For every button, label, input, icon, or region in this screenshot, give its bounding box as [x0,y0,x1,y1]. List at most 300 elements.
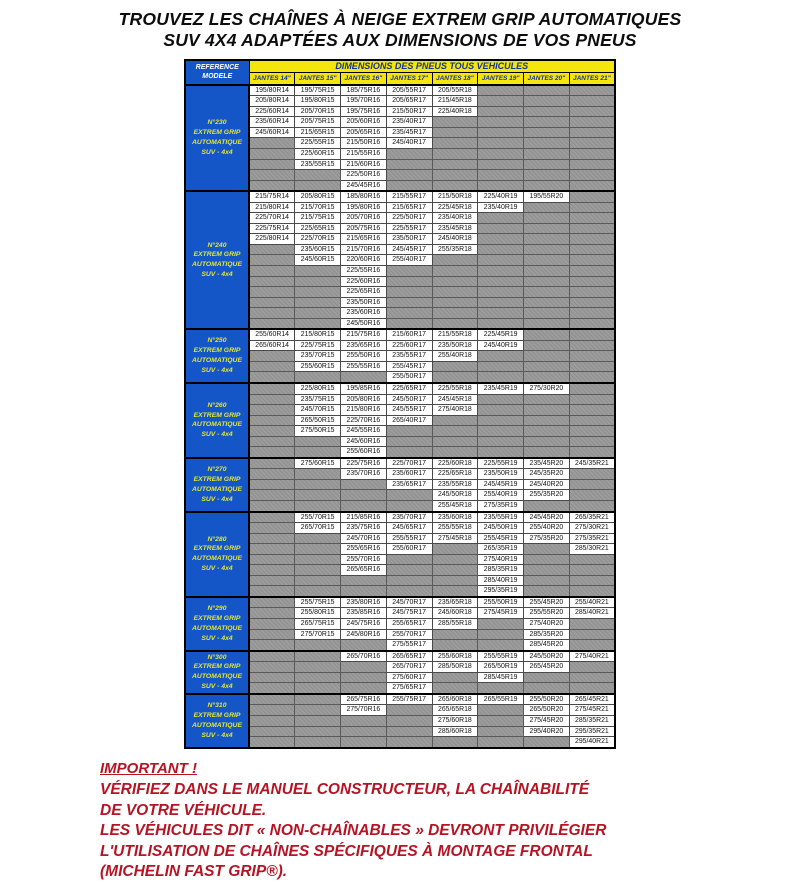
table-row [185,318,615,329]
empty-cell [295,737,341,748]
model-label-line: AUTOMATIQUE [192,261,242,269]
empty-cell [478,405,524,416]
model-reference: N°270 [207,466,227,473]
empty-cell [432,117,478,128]
tire-size-cell: 205/55R17 [386,85,432,96]
empty-cell [524,234,570,245]
empty-cell [432,565,478,576]
empty-cell [478,96,524,107]
tire-size-cell: 265/45R20 [524,662,570,673]
tire-size-cell: 225/50R16 [341,170,387,181]
tire-size-cell: 215/65R15 [295,127,341,138]
table-row [185,191,615,202]
empty-cell [295,490,341,501]
tire-size-cell: 245/50R17 [386,394,432,405]
empty-cell [524,202,570,213]
empty-cell [569,490,615,501]
empty-cell [341,640,387,651]
empty-cell [569,447,615,458]
tire-size-cell: 255/65R17 [386,619,432,630]
empty-cell [295,683,341,694]
empty-cell [569,318,615,329]
empty-cell [386,586,432,597]
empty-cell [478,287,524,298]
empty-cell [249,170,295,181]
empty-cell [432,180,478,191]
table-row [185,544,615,555]
empty-cell [478,619,524,630]
empty-cell [386,265,432,276]
empty-cell [341,672,387,683]
empty-cell [478,361,524,372]
table-row [185,223,615,234]
empty-cell [569,308,615,319]
empty-cell [249,694,295,705]
model-label-line: SUV - 4x4 [201,683,233,691]
empty-cell [249,383,295,394]
empty-cell [249,501,295,512]
table-row [185,694,615,705]
reference-model-header [185,60,249,85]
empty-cell [432,415,478,426]
important-note-line: VÉRIFIEZ DANS LE MANUEL CONSTRUCTEUR, LA CHAÎNABILITÉ [100,781,590,799]
empty-cell [524,329,570,340]
table-row [185,469,615,480]
empty-cell [249,469,295,480]
empty-cell [569,265,615,276]
empty-cell [478,138,524,149]
empty-cell [524,554,570,565]
empty-cell [432,629,478,640]
tire-size-cell: 245/55R16 [341,426,387,437]
tire-size-cell: 285/45R19 [478,672,524,683]
tire-size-cell: 235/70R15 [295,351,341,362]
empty-cell [386,180,432,191]
tire-size-cell: 265/65R17 [386,651,432,662]
empty-cell [478,640,524,651]
empty-cell [478,234,524,245]
table-row [185,127,615,138]
tire-size-cell: 245/40R20 [524,479,570,490]
empty-cell [478,159,524,170]
column-header-jantes-14: JANTES 14" [249,72,295,85]
tire-size-cell: 225/65R15 [295,223,341,234]
model-label-line: AUTOMATIQUE [192,721,242,729]
tire-size-cell: 245/60R15 [295,255,341,266]
empty-cell [478,426,524,437]
table-row [185,117,615,128]
empty-cell [478,318,524,329]
empty-cell [569,276,615,287]
empty-cell [569,575,615,586]
empty-cell [249,629,295,640]
empty-cell [295,565,341,576]
table-row [185,597,615,608]
tire-size-cell: 215/75R14 [249,191,295,202]
tire-size-cell: 265/50R19 [478,662,524,673]
empty-cell [569,287,615,298]
tire-size-cell: 265/50R20 [524,705,570,716]
tire-size-cell: 185/75R16 [341,85,387,96]
model-label-line: SUV - 4x4 [201,431,233,439]
tire-size-cell: 235/40R17 [386,117,432,128]
tire-size-cell: 245/70R17 [386,597,432,608]
tire-size-cell: 245/60R14 [249,127,295,138]
empty-cell [249,148,295,159]
empty-cell [295,586,341,597]
model-label-230 [185,85,249,191]
tire-size-cell: 225/60R17 [386,340,432,351]
empty-cell [295,318,341,329]
tire-size-cell: 225/60R18 [432,458,478,469]
empty-cell [478,117,524,128]
tire-size-cell: 225/60R14 [249,106,295,117]
empty-cell [249,640,295,651]
rim-size-header-row [185,72,615,85]
empty-cell [386,159,432,170]
tire-size-cell: 235/65R17 [386,479,432,490]
table-row [185,340,615,351]
empty-cell [249,159,295,170]
table-row [185,705,615,716]
table-row [185,351,615,362]
empty-cell [478,244,524,255]
tire-size-cell: 265/45R21 [569,694,615,705]
tire-size-cell: 275/55R17 [386,640,432,651]
empty-cell [524,96,570,107]
empty-cell [524,159,570,170]
tire-size-cell: 205/70R16 [341,213,387,224]
tire-size-cell: 255/45R19 [478,533,524,544]
empty-cell [524,127,570,138]
empty-cell [249,490,295,501]
empty-cell [432,372,478,383]
table-row [185,394,615,405]
tire-size-cell: 215/60R17 [386,329,432,340]
reference-header-line-2: MODELE [202,73,233,81]
empty-cell [295,276,341,287]
table-row [185,255,615,266]
empty-cell [249,662,295,673]
empty-cell [569,469,615,480]
tire-size-cell: 255/40R21 [569,597,615,608]
tire-size-cell: 275/40R20 [524,619,570,630]
important-note-line: LES VÉHICULES DIT « NON-CHAÎNABLES » DEVRONT PRIVILÉGIER [100,822,607,840]
empty-cell [569,170,615,181]
column-header-jantes-15: JANTES 15" [295,72,341,85]
tire-size-cell: 265/70R15 [295,523,341,534]
empty-cell [249,138,295,149]
tire-size-cell: 235/55R17 [386,351,432,362]
empty-cell [386,705,432,716]
table-row [185,672,615,683]
table-row [185,148,615,159]
tire-size-cell: 245/45R17 [386,244,432,255]
empty-cell [249,180,295,191]
empty-cell [249,512,295,523]
empty-cell [478,394,524,405]
table-row [185,405,615,416]
tire-size-cell: 285/35R20 [524,629,570,640]
table-row [185,234,615,245]
table-row [185,523,615,534]
empty-cell [386,148,432,159]
tire-size-cell: 215/50R18 [432,191,478,202]
empty-cell [249,726,295,737]
tire-size-cell: 245/75R17 [386,608,432,619]
empty-cell [524,265,570,276]
tire-size-cell: 245/70R16 [341,533,387,544]
empty-cell [386,170,432,181]
empty-cell [341,479,387,490]
tire-size-cell: 255/40R18 [432,351,478,362]
empty-cell [295,297,341,308]
tire-size-cell: 185/80R16 [341,191,387,202]
empty-cell [386,318,432,329]
tire-size-cell: 245/75R16 [341,619,387,630]
empty-cell [386,737,432,748]
tire-size-cell: 215/75R15 [295,213,341,224]
empty-cell [432,436,478,447]
model-label-260 [185,383,249,458]
tire-dimensions-table [184,59,616,749]
empty-cell [569,138,615,149]
tire-size-cell: 195/80R16 [341,202,387,213]
tire-size-cell: 195/80R14 [249,85,295,96]
empty-cell [295,575,341,586]
empty-cell [295,694,341,705]
empty-cell [524,672,570,683]
tire-size-cell: 235/55R18 [432,479,478,490]
empty-cell [524,85,570,96]
empty-cell [432,554,478,565]
empty-cell [569,554,615,565]
column-header-jantes-19: JANTES 19" [478,72,524,85]
column-header-jantes-16: JANTES 16" [341,72,387,85]
tire-size-cell: 245/70R15 [295,405,341,416]
tire-size-cell: 225/55R19 [478,458,524,469]
tire-size-cell: 255/50R20 [524,694,570,705]
model-label-270 [185,458,249,512]
empty-cell [569,351,615,362]
tire-size-cell: 235/60R14 [249,117,295,128]
empty-cell [341,490,387,501]
model-label-line: AUTOMATIQUE [192,421,242,429]
empty-cell [295,715,341,726]
empty-cell [478,180,524,191]
tire-size-cell: 275/40R19 [478,554,524,565]
tire-size-cell: 215/50R17 [386,106,432,117]
tire-size-cell: 195/85R16 [341,383,387,394]
table-row [185,683,615,694]
tire-size-cell: 255/40R17 [386,255,432,266]
important-note-line: DE VOTRE VÉHICULE. [100,801,267,819]
empty-cell [249,308,295,319]
empty-cell [569,436,615,447]
model-reference: N°250 [207,337,227,345]
tire-size-cell: 275/45R19 [478,608,524,619]
tire-size-cell: 255/60R18 [432,651,478,662]
empty-cell [249,672,295,683]
empty-cell [478,148,524,159]
empty-cell [295,662,341,673]
tire-size-cell: 235/50R17 [386,234,432,245]
table-row [185,308,615,319]
title-line-1: TROUVEZ LES CHAÎNES À NEIGE EXTREM GRIP AUTOMATIQUES [118,9,682,29]
empty-cell [569,383,615,394]
tire-size-cell: 245/55R17 [386,405,432,416]
table-row [185,490,615,501]
empty-cell [295,651,341,662]
tire-size-cell: 245/35R20 [524,469,570,480]
empty-cell [432,586,478,597]
model-label-line: SUV - 4x4 [201,148,233,156]
empty-cell [341,715,387,726]
empty-cell [569,501,615,512]
empty-cell [432,318,478,329]
tire-size-cell: 215/55R18 [432,329,478,340]
tire-size-cell: 215/65R17 [386,202,432,213]
tire-size-cell: 205/65R16 [341,127,387,138]
empty-cell [295,640,341,651]
table-row [185,96,615,107]
table-row [185,479,615,490]
tire-size-cell: 245/50R16 [341,318,387,329]
empty-cell [341,372,387,383]
tire-size-cell: 225/75R15 [295,340,341,351]
tire-size-cell: 235/50R16 [341,297,387,308]
empty-cell [478,85,524,96]
empty-cell [249,244,295,255]
tire-size-cell: 235/70R16 [341,469,387,480]
tire-size-cell: 225/55R16 [341,265,387,276]
tire-size-cell: 285/60R18 [432,726,478,737]
tire-size-cell: 225/60R16 [341,276,387,287]
tire-size-cell: 255/35R18 [432,244,478,255]
empty-cell [524,308,570,319]
tire-size-cell: 245/65R17 [386,523,432,534]
table-row [185,533,615,544]
tire-size-cell: 225/45R18 [432,202,478,213]
tire-size-cell: 255/80R15 [295,608,341,619]
tire-size-cell: 275/30R21 [569,523,615,534]
empty-cell [295,672,341,683]
tire-size-cell: 195/75R16 [341,106,387,117]
empty-cell [569,640,615,651]
empty-cell [478,683,524,694]
tire-size-cell: 275/45R20 [524,715,570,726]
empty-cell [478,726,524,737]
tire-size-cell: 225/55R15 [295,138,341,149]
empty-cell [341,683,387,694]
table-row [185,159,615,170]
model-label-line: EXTREM GRIP [193,663,241,671]
empty-cell [295,501,341,512]
tire-size-cell: 220/60R16 [341,255,387,266]
tire-size-cell: 265/60R14 [249,340,295,351]
empty-cell [249,544,295,555]
model-label-line: AUTOMATIQUE [192,624,242,632]
empty-cell [569,672,615,683]
empty-cell [524,575,570,586]
empty-cell [249,715,295,726]
tire-size-cell: 255/45R17 [386,361,432,372]
tire-size-cell: 265/70R17 [386,662,432,673]
empty-cell [569,329,615,340]
empty-cell [249,608,295,619]
tire-size-cell: 265/65R18 [432,705,478,716]
empty-cell [341,586,387,597]
tire-size-cell: 275/50R15 [295,426,341,437]
empty-cell [432,544,478,555]
important-heading: IMPORTANT ! [100,759,197,777]
table-row [185,276,615,287]
empty-cell [249,265,295,276]
table-row [185,213,615,224]
tire-size-cell: 215/70R15 [295,202,341,213]
empty-cell [386,297,432,308]
tire-size-cell: 225/55R18 [432,383,478,394]
tire-size-cell: 265/65R16 [341,565,387,576]
empty-cell [432,640,478,651]
tire-size-cell: 225/70R17 [386,458,432,469]
empty-cell [569,213,615,224]
empty-cell [478,351,524,362]
model-label-250 [185,329,249,383]
empty-cell [295,726,341,737]
tire-size-cell: 215/45R18 [432,96,478,107]
tire-size-cell: 205/75R16 [341,223,387,234]
empty-cell [432,265,478,276]
tire-size-cell: 215/65R16 [341,234,387,245]
model-label-line: EXTREM GRIP [193,129,241,137]
empty-cell [569,234,615,245]
tire-size-cell: 265/70R16 [341,651,387,662]
model-label-line: AUTOMATIQUE [192,485,242,493]
empty-cell [478,213,524,224]
model-label-line: AUTOMATIQUE [192,555,242,563]
tire-size-cell: 225/50R17 [386,213,432,224]
table-row [185,726,615,737]
tire-size-cell: 235/60R16 [341,308,387,319]
empty-cell [341,501,387,512]
tire-size-cell: 245/80R16 [341,629,387,640]
tire-size-cell: 275/45R21 [569,705,615,716]
tire-size-cell: 215/50R16 [341,138,387,149]
empty-cell [569,415,615,426]
empty-cell [432,447,478,458]
model-label-line: EXTREM GRIP [193,411,241,419]
tire-size-cell: 235/50R19 [478,469,524,480]
empty-cell [478,265,524,276]
tire-size-cell: 295/35R21 [569,726,615,737]
reference-header-line-1: REFERENCE [195,63,239,71]
table-row [185,265,615,276]
empty-cell [295,705,341,716]
tire-size-cell: 225/75R14 [249,223,295,234]
table-row [185,662,615,673]
table-row [185,501,615,512]
empty-cell [249,255,295,266]
tire-size-cell: 285/50R18 [432,662,478,673]
empty-cell [478,127,524,138]
empty-cell [386,490,432,501]
table-row [185,287,615,298]
tire-size-cell: 235/40R18 [432,213,478,224]
tire-size-cell: 255/60R15 [295,361,341,372]
tire-size-cell: 225/40R19 [478,191,524,202]
tire-size-cell: 255/55R16 [341,361,387,372]
